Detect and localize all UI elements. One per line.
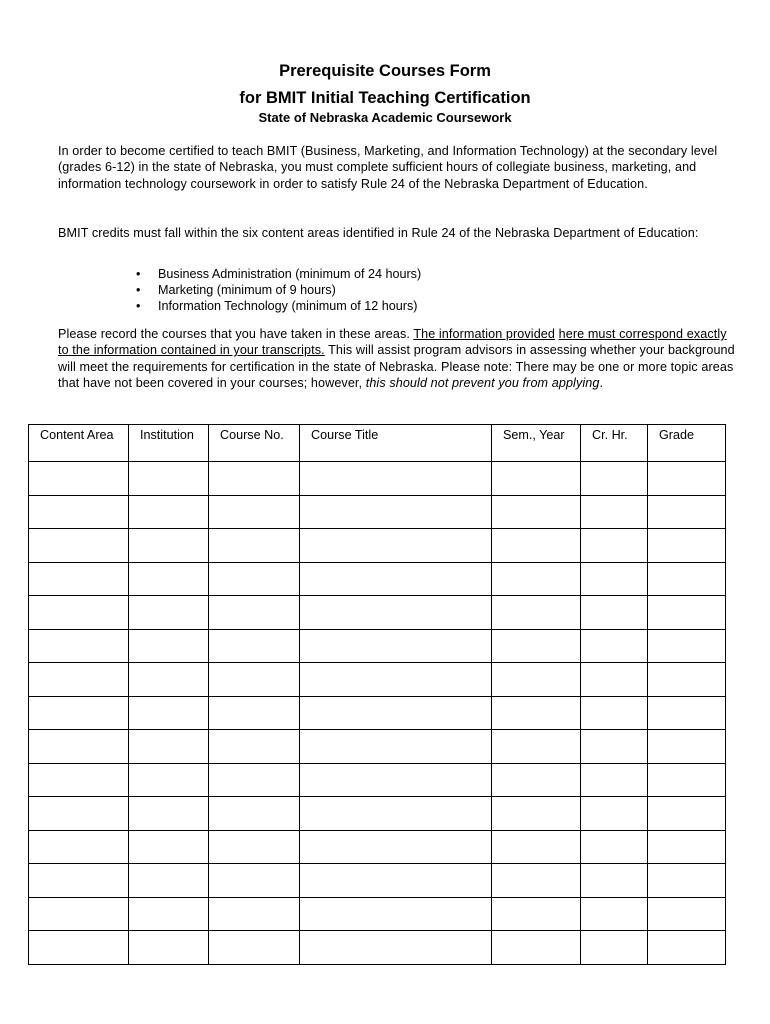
table-cell[interactable]: [492, 529, 581, 563]
table-cell[interactable]: [581, 730, 648, 764]
table-cell[interactable]: [492, 495, 581, 529]
table-cell[interactable]: [492, 763, 581, 797]
table-cell[interactable]: [581, 629, 648, 663]
table-cell[interactable]: [29, 596, 129, 630]
form-title: Prerequisite Courses Form: [279, 62, 491, 80]
table-cell[interactable]: [492, 596, 581, 630]
table-cell[interactable]: [29, 730, 129, 764]
table-cell[interactable]: [209, 763, 300, 797]
table-cell[interactable]: [492, 931, 581, 965]
table-row: [29, 562, 726, 596]
table-cell[interactable]: [648, 830, 726, 864]
underlined-text: The information provided: [413, 327, 556, 341]
table-cell[interactable]: [129, 931, 209, 965]
table-cell[interactable]: [581, 663, 648, 697]
list-item: • Business Administration (minimum of 24 hours): [136, 267, 422, 281]
table-cell[interactable]: [29, 629, 129, 663]
table-cell[interactable]: [581, 763, 648, 797]
table-cell[interactable]: [209, 529, 300, 563]
intro-paragraph: In order to become certified to teach BMIT (Business, Marketing, and Information Technology) at the secondary level (grades 6-12) in the state of Nebraska, you must complete sufficient hours of collegiate business, marketing, and information technology coursework in order to satisfy Rule 24 of the Nebraska Department of Education.: [58, 144, 718, 191]
table-cell[interactable]: [300, 596, 492, 630]
table-cell[interactable]: [648, 696, 726, 730]
table-cell[interactable]: [492, 696, 581, 730]
table-cell[interactable]: [129, 830, 209, 864]
table-cell[interactable]: [209, 830, 300, 864]
table-row: [29, 462, 726, 496]
content-area-list: [134, 266, 421, 315]
table-cell[interactable]: [492, 629, 581, 663]
table-row: [29, 696, 726, 730]
table-cell[interactable]: [300, 696, 492, 730]
table-cell[interactable]: [300, 562, 492, 596]
table-cell[interactable]: [300, 864, 492, 898]
table-body: [29, 462, 726, 965]
table-cell[interactable]: [209, 629, 300, 663]
table-cell[interactable]: [492, 864, 581, 898]
table-row: [29, 830, 726, 864]
table-cell[interactable]: [492, 797, 581, 831]
table-cell[interactable]: [648, 931, 726, 965]
header-grade: Grade: [648, 425, 726, 462]
table-cell[interactable]: [129, 663, 209, 697]
table-cell[interactable]: [492, 897, 581, 931]
table-cell[interactable]: [29, 897, 129, 931]
table-cell[interactable]: [209, 562, 300, 596]
table-cell[interactable]: [648, 763, 726, 797]
table-cell[interactable]: [492, 663, 581, 697]
table-cell[interactable]: [29, 495, 129, 529]
form-subtitle: State of Nebraska Academic Coursework: [258, 110, 512, 125]
table-cell[interactable]: [581, 529, 648, 563]
table-cell[interactable]: [29, 864, 129, 898]
table-cell[interactable]: [300, 462, 492, 496]
list-item: • Information Technology (minimum of 12 hours): [136, 299, 418, 314]
table-cell[interactable]: [300, 931, 492, 965]
table-cell[interactable]: [300, 495, 492, 529]
table-row: [29, 797, 726, 831]
header-sem-year: Sem., Year: [492, 425, 581, 462]
table-cell[interactable]: [209, 462, 300, 496]
table-cell[interactable]: [648, 663, 726, 697]
table-cell[interactable]: [129, 797, 209, 831]
table-cell[interactable]: [209, 931, 300, 965]
table-cell[interactable]: [209, 495, 300, 529]
table-cell[interactable]: [300, 730, 492, 764]
table-cell[interactable]: [492, 730, 581, 764]
bullet-icon: •: [136, 283, 141, 298]
table-cell[interactable]: [29, 931, 129, 965]
bullet-icon: •: [136, 267, 141, 281]
table-row: [29, 495, 726, 529]
header-content-area: Content Area: [29, 425, 129, 462]
underlined-text: here must correspond exactly to the information contained in your transcripts.: [58, 327, 727, 358]
table-cell[interactable]: [209, 897, 300, 931]
table-header-row: [29, 425, 726, 462]
courses-table: [28, 424, 726, 965]
table-cell[interactable]: [581, 797, 648, 831]
table-row: [29, 763, 726, 797]
table-cell[interactable]: [581, 897, 648, 931]
table-row: [29, 596, 726, 630]
table-cell[interactable]: [648, 864, 726, 898]
table-cell[interactable]: [129, 529, 209, 563]
table-cell[interactable]: [209, 663, 300, 697]
table-cell[interactable]: [129, 495, 209, 529]
table-cell[interactable]: [29, 562, 129, 596]
table-cell[interactable]: [129, 462, 209, 496]
table-cell[interactable]: [648, 529, 726, 563]
table-cell[interactable]: [648, 462, 726, 496]
table-row: [29, 864, 726, 898]
table-cell[interactable]: [300, 629, 492, 663]
table-cell[interactable]: [29, 797, 129, 831]
table-cell[interactable]: [648, 562, 726, 596]
table-cell[interactable]: [129, 897, 209, 931]
table-cell[interactable]: [581, 462, 648, 496]
table-cell[interactable]: [29, 462, 129, 496]
table-cell[interactable]: [300, 663, 492, 697]
table-row: [29, 730, 726, 764]
table-cell[interactable]: [209, 730, 300, 764]
table-cell[interactable]: [648, 730, 726, 764]
table-cell[interactable]: [492, 830, 581, 864]
table-cell[interactable]: [129, 596, 209, 630]
table-cell[interactable]: [648, 797, 726, 831]
header-cr-hr: Cr. Hr.: [581, 425, 648, 462]
table-cell[interactable]: [129, 730, 209, 764]
table-cell[interactable]: [129, 763, 209, 797]
table-cell[interactable]: [581, 830, 648, 864]
table-cell[interactable]: [209, 797, 300, 831]
italic-text: this should not prevent you from applying: [365, 376, 600, 391]
table-cell[interactable]: [581, 495, 648, 529]
table-cell[interactable]: [300, 830, 492, 864]
form-title-line2: for BMIT Initial Teaching Certification: [239, 89, 531, 107]
table-cell[interactable]: [581, 562, 648, 596]
table-row: [29, 529, 726, 563]
table-cell[interactable]: [129, 629, 209, 663]
table-cell[interactable]: [29, 663, 129, 697]
table-cell[interactable]: [300, 529, 492, 563]
table-cell[interactable]: [209, 596, 300, 630]
table-cell[interactable]: [300, 763, 492, 797]
table-cell[interactable]: [581, 696, 648, 730]
bullet-icon: •: [136, 299, 141, 314]
table-cell[interactable]: [300, 797, 492, 831]
table-row: [29, 931, 726, 965]
table-cell[interactable]: [29, 763, 129, 797]
table-cell[interactable]: [581, 931, 648, 965]
table-cell[interactable]: [648, 596, 726, 630]
header-course-no: Course No.: [209, 425, 300, 462]
table-row: [29, 629, 726, 663]
table-cell[interactable]: [581, 864, 648, 898]
table-cell[interactable]: [29, 696, 129, 730]
table-row: [29, 663, 726, 697]
list-item: • Marketing (minimum of 9 hours): [136, 283, 336, 298]
table-cell[interactable]: [300, 897, 492, 931]
table-cell[interactable]: [648, 629, 726, 663]
table-cell[interactable]: [129, 562, 209, 596]
table-cell[interactable]: [209, 864, 300, 898]
table-cell[interactable]: [648, 495, 726, 529]
table-cell[interactable]: [129, 696, 209, 730]
header-institution: Institution: [129, 425, 209, 462]
content-areas-paragraph: BMIT credits must fall within the six content areas identified in Rule 24 of the Nebraska Department of Education:: [58, 226, 699, 240]
table-cell[interactable]: [492, 462, 581, 496]
table-cell[interactable]: [209, 696, 300, 730]
header-course-title: Course Title: [300, 425, 492, 462]
instructions-paragraph: Please record the courses that you have taken in these areas. The information provided here must correspond exactly to the information contained in your transcripts. This will assist program advisors in assessing whether your background will meet the requirements for certification in the state of Nebraska. Please note: There may be one or more topic areas that have not been covered in your courses; however, this should not prevent you from applying.: [58, 327, 735, 391]
table-cell[interactable]: [648, 897, 726, 931]
table-cell[interactable]: [29, 830, 129, 864]
table-cell[interactable]: [581, 596, 648, 630]
table-cell[interactable]: [129, 864, 209, 898]
table-row: [29, 897, 726, 931]
table-cell[interactable]: [29, 529, 129, 563]
table-cell[interactable]: [492, 562, 581, 596]
